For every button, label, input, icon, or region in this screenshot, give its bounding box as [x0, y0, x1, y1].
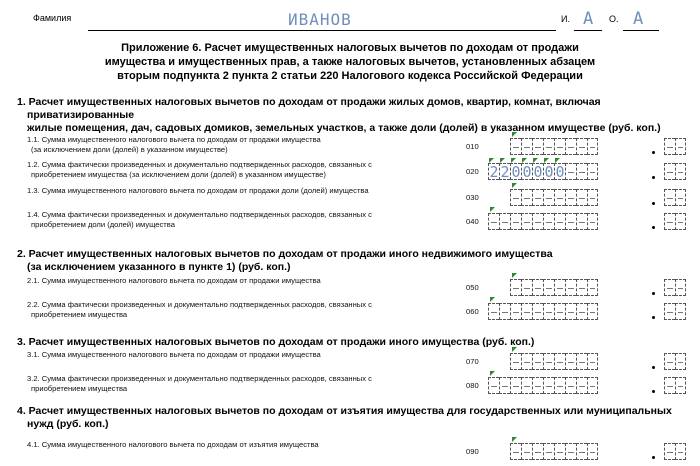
digit-cell[interactable] [554, 189, 565, 206]
digit-cell[interactable] [554, 377, 565, 394]
digit-cell[interactable] [521, 279, 532, 296]
field-row-060 [0, 300, 700, 326]
digit-cell[interactable] [565, 138, 576, 155]
digit-cell[interactable] [488, 213, 499, 230]
section-1-line-3: жилые помещения, дач, садовых домиков, земельных участков, а также доли (долей) в указанном имуществе (руб. коп.) [27, 122, 661, 134]
digit: 2 [489, 163, 499, 181]
digit-cell[interactable] [576, 189, 587, 206]
digit-cell[interactable] [532, 138, 543, 155]
digit-cell[interactable] [587, 213, 598, 230]
digit-cell[interactable] [521, 353, 532, 370]
digit-cell[interactable] [675, 213, 686, 230]
decimal-point [652, 456, 655, 459]
digit-cell[interactable] [565, 443, 576, 460]
entry-marker-icon [489, 158, 494, 163]
field-row-010 [0, 135, 700, 161]
digit-cell[interactable] [543, 213, 554, 230]
digit-cell[interactable] [587, 189, 598, 206]
decimal-point [652, 316, 655, 319]
digit-cell[interactable] [543, 443, 554, 460]
row-label [27, 135, 447, 155]
digit-cell[interactable] [554, 163, 565, 180]
rubles-field[interactable] [510, 353, 598, 370]
entry-marker-icon [533, 158, 538, 163]
digit-cell[interactable] [664, 213, 675, 230]
row-label-line-1: 2.2. Сумма фактически произведенных и документально подтвержденных расходов, связанных с [27, 300, 372, 309]
digit: 0 [555, 163, 565, 181]
row-label [27, 276, 447, 286]
decimal-point [652, 292, 655, 295]
digit-cell[interactable] [499, 303, 510, 320]
field-marker-icon [512, 183, 517, 188]
section-2-line-1: 2. Расчет имущественных налоговых вычетов по доходам от продажи иного недвижимого имущества [17, 248, 553, 260]
row-code: 080 [466, 381, 479, 390]
rubles-field[interactable] [488, 303, 598, 320]
digit-cell[interactable] [675, 189, 686, 206]
rubles-field[interactable] [510, 138, 598, 155]
surname-label: Фамилия [33, 13, 72, 23]
row-label [27, 186, 447, 196]
digit-cell[interactable] [565, 189, 576, 206]
digit-cell[interactable] [587, 303, 598, 320]
digit-cell[interactable] [675, 353, 686, 370]
field-row-050 [0, 276, 700, 302]
kopecks-field[interactable] [664, 189, 686, 206]
digit-cell[interactable] [664, 377, 675, 394]
field-marker-icon [512, 132, 517, 137]
row-code: 070 [466, 357, 479, 366]
entry-marker-icon [500, 158, 505, 163]
row-label-line-2: приобретением имущества (за исключением доли (долей) в указанном имуществе) [31, 170, 326, 179]
title-line-2: имущества и имущественных прав, а также налоговых вычетов, установленных абзацем [104, 56, 596, 68]
digit-cell[interactable] [664, 353, 675, 370]
decimal-point [652, 390, 655, 393]
section-1-line-1: 1. Расчет имущественных налоговых вычетов по доходам от продажи жилых домов, квартир, комнат, включая [17, 96, 601, 108]
rubles-field[interactable] [488, 377, 598, 394]
digit: 0 [522, 163, 532, 181]
kopecks-field[interactable] [664, 279, 686, 296]
rubles-field[interactable] [510, 443, 598, 460]
kopecks-field[interactable] [664, 377, 686, 394]
digit-cell[interactable] [532, 377, 543, 394]
digit-cell[interactable] [532, 303, 543, 320]
digit-cell[interactable] [510, 163, 521, 180]
section-4-line-1: 4. Расчет имущественных налоговых вычетов по доходам от изъятия имущества для государственных или муниципальных [17, 405, 672, 417]
digit-cell[interactable] [532, 353, 543, 370]
field-row-030 [0, 186, 700, 212]
row-label-line-1: 1.1. Сумма имущественного налогового вычета по доходам от продажи имущества [27, 135, 321, 144]
row-label-line-1: 3.1. Сумма имущественного налогового вычета по доходам от продажи имущества [27, 350, 321, 359]
row-label-line-1: 2.1. Сумма имущественного налогового вычета по доходам от продажи имущества [27, 276, 321, 285]
decimal-point [652, 176, 655, 179]
digit: 0 [544, 163, 554, 181]
digit-cell[interactable] [554, 213, 565, 230]
digit-cell[interactable] [565, 303, 576, 320]
digit-cell[interactable] [521, 138, 532, 155]
digit-cell[interactable] [565, 163, 576, 180]
initial-i-field[interactable] [574, 8, 602, 31]
digit-cell[interactable] [675, 279, 686, 296]
digit-cell[interactable] [543, 353, 554, 370]
digit-cell[interactable] [521, 163, 532, 180]
digit-cell[interactable] [554, 443, 565, 460]
row-code: 090 [466, 447, 479, 456]
digit-cell[interactable] [565, 353, 576, 370]
section-1-heading [17, 96, 697, 135]
digit-cell[interactable] [664, 443, 675, 460]
field-row-080 [0, 374, 700, 400]
digit-cell[interactable] [510, 279, 521, 296]
section-3-heading [17, 336, 697, 349]
digit-cell[interactable] [510, 213, 521, 230]
digit-cell[interactable] [510, 353, 521, 370]
digit-cell[interactable] [510, 377, 521, 394]
digit-cell[interactable] [488, 303, 499, 320]
kopecks-field[interactable] [664, 353, 686, 370]
initial-i-label: И. [561, 14, 570, 24]
row-label-line-1: 1.3. Сумма имущественного налогового вычета по доходам от продажи доли (долей) имущества [27, 186, 369, 195]
row-label-line-2: (за исключением доли (долей) в указанном имуществе) [31, 145, 228, 154]
surname-value: ИВАНОВ [288, 10, 352, 29]
field-row-020 [0, 160, 700, 186]
digit-cell[interactable] [543, 189, 554, 206]
entry-marker-icon [511, 158, 516, 163]
field-marker-icon [512, 347, 517, 352]
row-label-line-1: 3.2. Сумма фактически произведенных и документально подтвержденных расходов, связанных с [27, 374, 372, 383]
rubles-field[interactable] [510, 189, 598, 206]
digit-cell[interactable] [576, 443, 587, 460]
surname-field[interactable] [88, 8, 556, 31]
field-marker-icon [512, 437, 517, 442]
digit-cell[interactable] [543, 163, 554, 180]
section-1-line-2: приватизированные [27, 109, 135, 121]
digit-cell[interactable] [576, 138, 587, 155]
section-2-line-2: (за исключением указанного в пункте 1) (руб. коп.) [27, 261, 291, 273]
row-label-line-2: приобретением имущества [31, 310, 128, 319]
field-marker-icon [490, 297, 495, 302]
title-line-1: Приложение 6. Расчет имущественных налоговых вычетов по доходам от продажи [121, 42, 579, 54]
initial-o-label: О. [609, 14, 619, 24]
row-code: 050 [466, 283, 479, 292]
decimal-point [652, 151, 655, 154]
field-marker-icon [490, 207, 495, 212]
digit-cell[interactable] [510, 443, 521, 460]
section-4-heading [17, 405, 697, 431]
digit-cell[interactable] [554, 303, 565, 320]
decimal-point [652, 366, 655, 369]
rubles-field[interactable] [488, 213, 598, 230]
digit-cell[interactable] [565, 213, 576, 230]
digit-cell[interactable] [499, 213, 510, 230]
digit-cell[interactable] [543, 138, 554, 155]
digit-cell[interactable] [532, 279, 543, 296]
digit: 2 [500, 163, 510, 181]
digit: 0 [511, 163, 521, 181]
digit-cell[interactable] [576, 279, 587, 296]
appendix-title [40, 41, 660, 83]
entry-marker-icon [555, 158, 560, 163]
row-code: 060 [466, 307, 479, 316]
digit-cell[interactable] [521, 303, 532, 320]
digit-cell[interactable] [675, 303, 686, 320]
digit-cell[interactable] [675, 138, 686, 155]
row-label-line-2: приобретением имущества [31, 384, 128, 393]
row-label-line-1: 1.4. Сумма фактически произведенных и документально подтвержденных расходов, связанных с [27, 210, 372, 219]
digit-cell[interactable] [554, 138, 565, 155]
field-row-040 [0, 210, 700, 236]
section-4-line-2: нужд (руб. коп.) [27, 418, 109, 430]
digit-cell[interactable] [675, 443, 686, 460]
digit-cell[interactable] [576, 303, 587, 320]
digit-cell[interactable] [587, 163, 598, 180]
digit-cell[interactable] [499, 377, 510, 394]
digit-cell[interactable] [664, 303, 675, 320]
digit-cell[interactable] [576, 353, 587, 370]
kopecks-field[interactable] [664, 163, 686, 180]
digit-cell[interactable] [510, 138, 521, 155]
digit-cell[interactable] [664, 138, 675, 155]
row-label-line-1: 4.1. Сумма имущественного налогового вычета по доходам от изъятия имущества [27, 440, 319, 449]
field-row-070 [0, 350, 700, 376]
kopecks-field[interactable] [664, 138, 686, 155]
field-marker-icon [490, 371, 495, 376]
initial-o-field[interactable] [623, 8, 659, 31]
digit-cell[interactable] [488, 377, 499, 394]
digit-cell[interactable] [587, 353, 598, 370]
digit-cell[interactable] [554, 353, 565, 370]
digit: 0 [533, 163, 543, 181]
digit-cell[interactable] [664, 163, 675, 180]
digit-cell[interactable] [664, 279, 675, 296]
entry-marker-icon [522, 158, 527, 163]
row-label [27, 350, 447, 360]
row-label [27, 160, 447, 180]
digit-cell[interactable] [532, 443, 543, 460]
kopecks-field[interactable] [664, 443, 686, 460]
digit-cell[interactable] [675, 163, 686, 180]
row-label [27, 300, 447, 320]
row-label [27, 210, 447, 230]
row-label-line-2: приобретением доли (долей) имущества [31, 220, 175, 229]
kopecks-field[interactable] [664, 213, 686, 230]
row-code: 030 [466, 193, 479, 202]
initial-o-value: А [633, 9, 644, 29]
section-2-heading [17, 248, 697, 274]
digit-cell[interactable] [532, 163, 543, 180]
row-label-line-1: 1.2. Сумма фактически произведенных и документально подтвержденных расходов, связанных с [27, 160, 372, 169]
digit-cell[interactable] [587, 377, 598, 394]
digit-cell[interactable] [587, 138, 598, 155]
digit-cell[interactable] [554, 279, 565, 296]
decimal-point [652, 226, 655, 229]
entry-marker-icon [544, 158, 549, 163]
rubles-field[interactable] [488, 163, 598, 180]
digit-cell[interactable] [565, 377, 576, 394]
digit-cell[interactable] [543, 377, 554, 394]
digit-cell[interactable] [510, 189, 521, 206]
digit-cell[interactable] [576, 163, 587, 180]
field-row-090 [0, 440, 700, 466]
digit-cell[interactable] [521, 213, 532, 230]
row-code: 040 [466, 217, 479, 226]
digit-cell[interactable] [499, 163, 510, 180]
digit-cell[interactable] [521, 443, 532, 460]
digit-cell[interactable] [532, 213, 543, 230]
row-label [27, 374, 447, 394]
decimal-point [652, 202, 655, 205]
digit-cell[interactable] [664, 189, 675, 206]
rubles-field[interactable] [510, 279, 598, 296]
section-3-line-1: 3. Расчет имущественных налоговых вычетов по доходам от продажи иного имущества (руб. коп.) [17, 336, 535, 348]
digit-cell[interactable] [521, 377, 532, 394]
digit-cell[interactable] [521, 189, 532, 206]
field-marker-icon [512, 273, 517, 278]
digit-cell[interactable] [587, 443, 598, 460]
digit-cell[interactable] [543, 303, 554, 320]
digit-cell[interactable] [587, 279, 598, 296]
digit-cell[interactable] [565, 279, 576, 296]
initial-i-value: А [583, 9, 594, 29]
kopecks-field[interactable] [664, 303, 686, 320]
digit-cell[interactable] [576, 213, 587, 230]
digit-cell[interactable] [543, 279, 554, 296]
digit-cell[interactable] [576, 377, 587, 394]
digit-cell[interactable] [675, 377, 686, 394]
title-line-3: вторым подпункта 2 пункта 2 статьи 220 Налогового кодекса Российской Федерации [117, 70, 583, 82]
row-code: 020 [466, 167, 479, 176]
digit-cell[interactable] [510, 303, 521, 320]
digit-cell[interactable] [532, 189, 543, 206]
digit-cell[interactable] [488, 163, 499, 180]
row-code: 010 [466, 142, 479, 151]
